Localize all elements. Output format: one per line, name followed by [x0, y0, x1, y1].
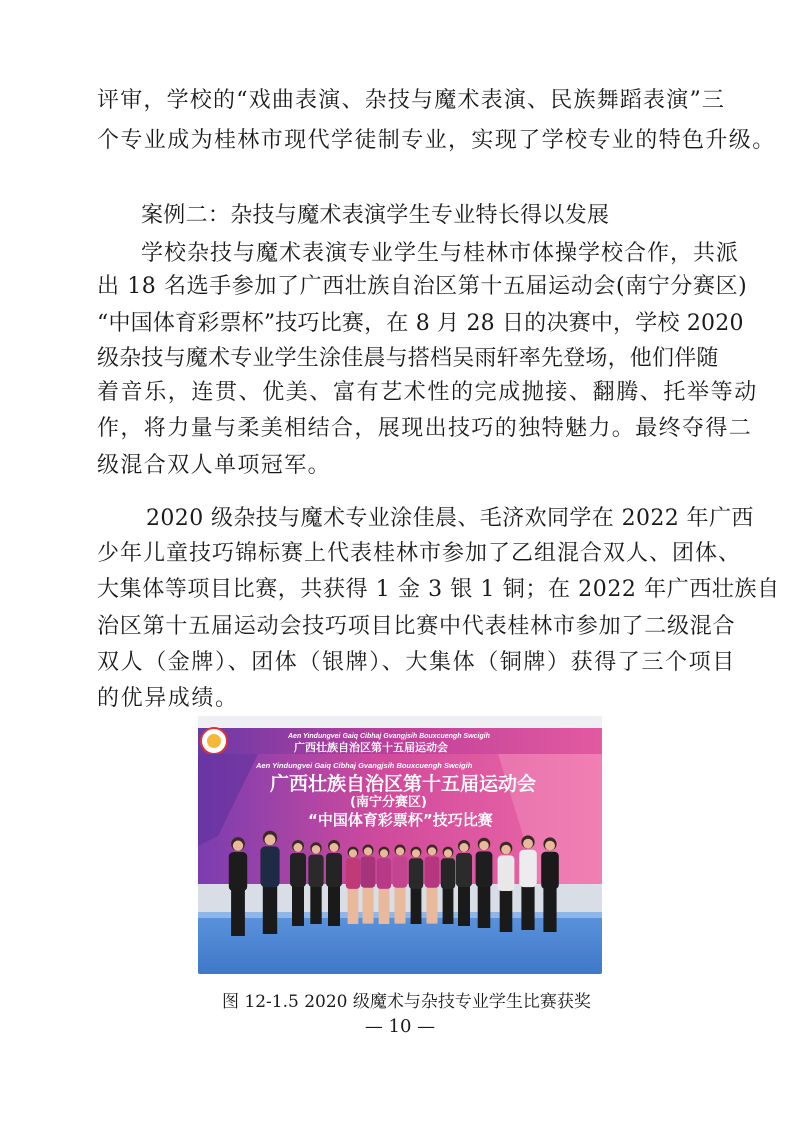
paragraph-line: 双人（金牌）、团体（银牌）、大集体（铜牌）获得了三个项目 — [97, 650, 736, 675]
banner-line2: (南宁分赛区) — [350, 795, 427, 810]
page-number: — 10 — — [364, 1016, 436, 1037]
paragraph-line: 的优异成绩。 — [97, 686, 239, 711]
paragraph-line: 级杂技与魔术专业学生涂佳晨与搭档吴雨轩率先登场，他们伴随 — [97, 346, 719, 371]
paragraph-line: 作，将力量与柔美相结合，展现出技巧的独特魅力。最终夺得二 — [97, 416, 753, 441]
banner-subtitle-top: Aen Yindungvei Gaiq Cibhaj Gvangjsih Bouxcuengh Swcigih — [288, 733, 490, 740]
paragraph-line: 个专业成为桂林市现代学徒制专业，实现了学校专业的特色升级。 — [97, 128, 776, 153]
paragraph-line: 治区第十五届运动会技巧项目比赛中代表桂林市参加了二级混合 — [97, 614, 736, 639]
banner-subtitle: Aen Yindungvei Gaiq Cibhaj Gvangjsih Bouxcuengh Swcigih — [256, 761, 473, 770]
paragraph-line: 级混合双人单项冠军。 — [97, 453, 332, 478]
case-heading: 案例二：杂技与魔术表演学生专业特长得以发展 — [141, 203, 610, 228]
figure-caption: 图 12-1.5 2020 级魔术与杂技专业学生比赛获奖 — [222, 992, 591, 1012]
paragraph-line: 着音乐，连贯、优美、富有艺术性的完成抛接、翻腾、托举等动 — [97, 380, 758, 405]
banner-title-top: 广西壮族自治区第十五届运动会 — [294, 741, 448, 754]
paragraph-line: 2020 级杂技与魔术专业涂佳晨、毛济欢同学在 2022 年广西 — [146, 506, 754, 531]
paragraph-line: 学校杂技与魔术表演专业学生与桂林市体操学校合作，共派 — [141, 241, 740, 266]
banner-title: 广西壮族自治区第十五届运动会 — [270, 773, 537, 795]
paragraph-line: 少年儿童技巧锦标赛上代表桂林市参加了乙组混合双人、团体、 — [97, 541, 742, 566]
paragraph-line: 大集体等项目比赛，共获得 1 金 3 银 1 铜；在 2022 年广西壮族自 — [97, 577, 780, 602]
paragraph-line: 出 18 名选手参加了广西壮族自治区第十五届运动会(南宁分赛区) — [97, 274, 748, 299]
paragraph-line: “中国体育彩票杯”技巧比赛，在 8 月 28 日的决赛中，学校 2020 — [97, 311, 744, 336]
paragraph-line: 评审，学校的“戏曲表演、杂技与魔术表演、民族舞蹈表演”三 — [97, 88, 726, 113]
award-group-photo — [198, 716, 602, 974]
banner-line3: “中国体育彩票杯”技巧比赛 — [308, 811, 493, 829]
